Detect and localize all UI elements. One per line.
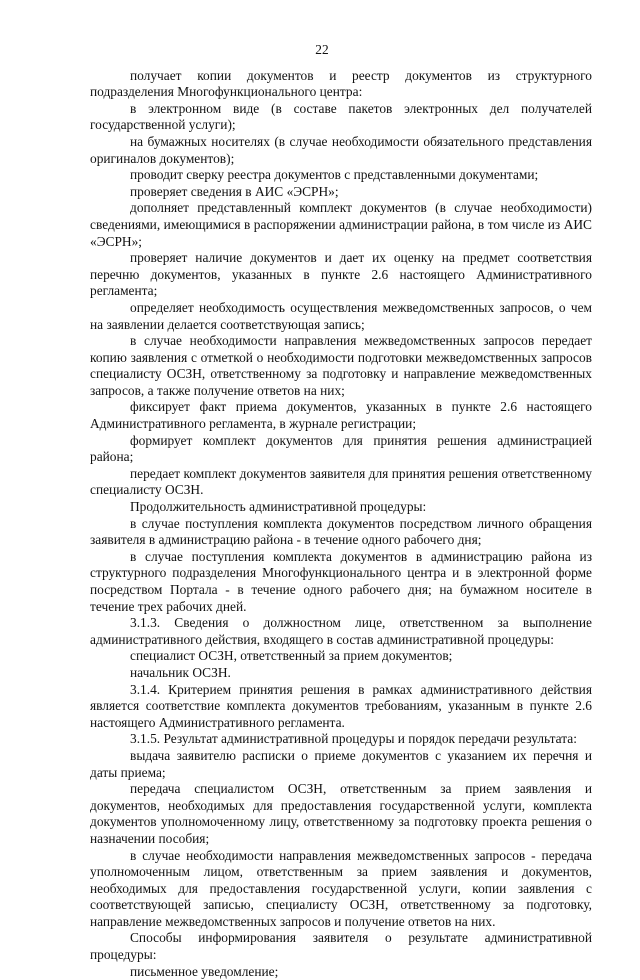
paragraph: в случае поступления комплекта документов в администрацию района из структурного подразделения Многофункционального центра и в электронной форме посредством Портала - в течение одного рабочего дня; на бумажном носителе в течение трех рабочих дней. xyxy=(90,548,592,614)
paragraph: 3.1.4. Критерием принятия решения в рамках административного действия является соответствие комплекта документов требованиям, указанным в пункте 2.6 настоящего Административного регламента. xyxy=(90,681,592,730)
paragraph: в случае поступления комплекта документов посредством личного обращения заявителя в администрацию района - в течение одного рабочего дня; xyxy=(90,515,592,548)
paragraph: формирует комплект документов для принятия решения администрацией района; xyxy=(90,432,592,465)
paragraph: 3.1.3. Сведения о должностном лице, ответственном за выполнение административного действия, входящего в состав административной процедуры: xyxy=(90,615,592,647)
paragraph: проверяет наличие документов и дает их оценку на предмет соответствия перечню документов, указанных в пункте 2.6 настоящего Административного регламента; xyxy=(90,250,592,299)
paragraph: проводит сверку реестра документов с представленными документами; xyxy=(130,167,539,183)
paragraph: фиксирует факт приема документов, указанных в пункте 2.6 настоящего Административного регламента, в журнале регистрации; xyxy=(90,399,592,432)
paragraph: передача специалистом ОСЗН, ответственным за прием заявления и документов, необходимых для предоставления государственной услуги, комплекта документов уполномоченному лицу, ответственному за подготовку проекта решения о назначении пособия; xyxy=(90,781,592,846)
paragraph: в электронном виде (в составе пакетов электронных дел получателей государственной услуги); xyxy=(90,100,592,133)
paragraph: передает комплект документов заявителя для принятия решения ответственному специалисту ОСЗН. xyxy=(90,465,592,498)
paragraph: дополняет представленный комплект документов (в случае необходимости) сведениями, имеющимися в распоряжении администрации района, в том числе из АИС «ЭСРН»; xyxy=(90,200,592,249)
paragraph: 3.1.5. Результат административной процедуры и порядок передачи результата: xyxy=(130,731,577,747)
paragraph: в случае необходимости направления межведомственных запросов передает копию заявления с отметкой о необходимости подготовки межведомственных запросов специалисту ОСЗН, ответственному за подготовку и направление межведомственных запросов, а также получение ответов на них; xyxy=(90,333,592,398)
page-number: 22 xyxy=(315,42,329,57)
paragraph: выдача заявителю расписки о приеме документов с указанием их перечня и даты приема; xyxy=(90,747,592,780)
paragraph: проверяет сведения в АИС «ЭСРН»; xyxy=(130,183,339,199)
paragraph: Способы информирования заявителя о результате административной процедуры: xyxy=(90,930,592,963)
paragraph: письменное уведомление; xyxy=(130,963,279,979)
paragraph: специалист ОСЗН, ответственный за прием документов; xyxy=(130,648,453,664)
paragraph: начальник ОСЗН. xyxy=(130,664,231,680)
paragraph: определяет необходимость осуществления межведомственных запросов, о чем на заявлении делается соответствующая запись; xyxy=(90,299,592,332)
paragraph: Продолжительность административной процедуры: xyxy=(130,499,427,515)
document-body xyxy=(90,68,592,980)
paragraph: на бумажных носителях (в случае необходимости обязательного представления оригиналов документов); xyxy=(90,133,592,166)
paragraph: в случае необходимости направления межведомственных запросов - передача уполномоченным лицом, ответственным за прием заявления и документов, необходимых для предоставления государственной услуги, копии заявления с соответствующей записью, специалисту ОСЗН, ответственному за подготовку, направление межведомственных запросов и получение ответов на них. xyxy=(90,847,592,929)
paragraph: получает копии документов и реестр документов из структурного подразделения Многофункционального центра: xyxy=(90,67,592,100)
